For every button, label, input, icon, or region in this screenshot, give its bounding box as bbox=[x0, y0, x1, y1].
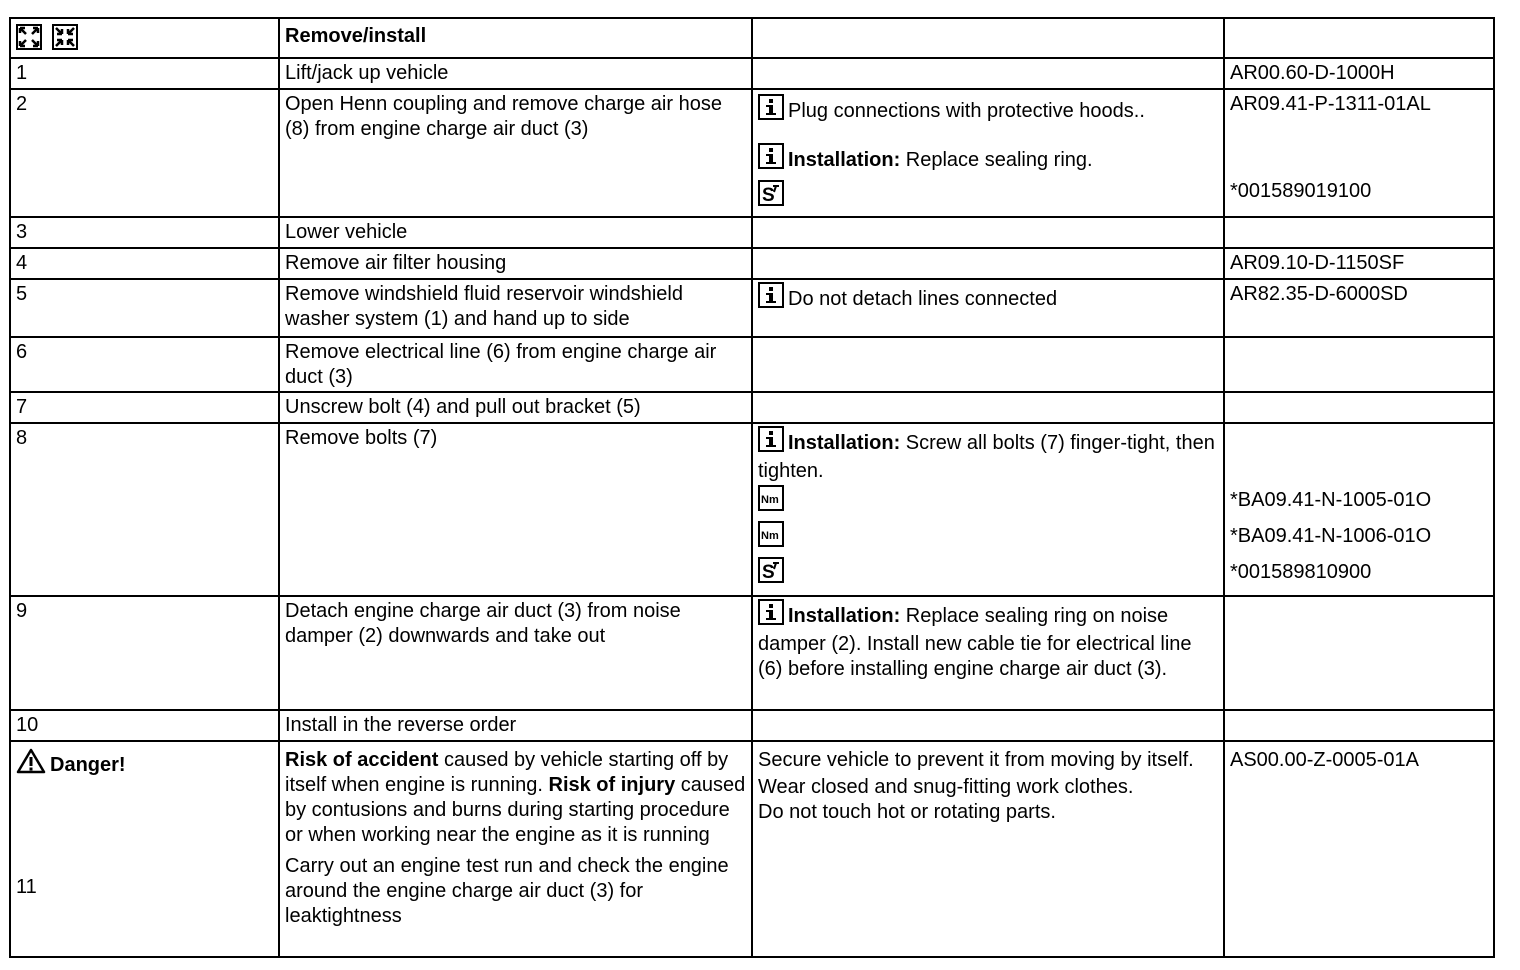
note-text: Plug connections with protective hoods.. bbox=[788, 100, 1145, 122]
step-number: 11 bbox=[16, 876, 37, 898]
step-number: 7 bbox=[10, 392, 279, 423]
header-title: Remove/install bbox=[279, 18, 752, 58]
info-icon[interactable] bbox=[758, 426, 784, 459]
svg-text:Nm: Nm bbox=[761, 494, 779, 506]
risk-accident-label: Risk of accident bbox=[285, 749, 439, 771]
note-cell bbox=[752, 89, 1224, 217]
measure-text: Do not touch hot or rotating parts. bbox=[758, 801, 1056, 823]
reference-link[interactable]: AR09.41-P-1311-01AL bbox=[1230, 93, 1431, 115]
note-text: Replace sealing ring. bbox=[900, 149, 1093, 171]
tool-number[interactable]: *001589810900 bbox=[1230, 561, 1372, 583]
table-row bbox=[10, 248, 1494, 279]
note-cell bbox=[752, 58, 1224, 89]
zoom-in-icon[interactable] bbox=[52, 24, 78, 57]
step-text: Install in the reverse order bbox=[279, 710, 752, 741]
installation-label: Installation: bbox=[788, 149, 901, 171]
torque-spec-link[interactable]: *BA09.41-N-1006-01O bbox=[1230, 525, 1432, 547]
header-icons-cell bbox=[10, 18, 279, 58]
info-icon[interactable] bbox=[758, 94, 784, 127]
reference-cell bbox=[1224, 596, 1494, 710]
reference-cell bbox=[1224, 741, 1494, 957]
installation-label: Installation: bbox=[788, 605, 901, 627]
step-number: 4 bbox=[10, 248, 279, 279]
note-text: Screw all bolts (7) finger-tight, then tighten. bbox=[758, 432, 1215, 482]
step-number: 3 bbox=[10, 217, 279, 248]
measure-text: Secure vehicle to prevent it from moving by itself. bbox=[758, 749, 1194, 771]
measures-cell bbox=[752, 741, 1224, 957]
reference-cell bbox=[1224, 423, 1494, 596]
danger-label: Danger! bbox=[50, 754, 126, 776]
reference-cell bbox=[1224, 217, 1494, 248]
installation-label: Installation: bbox=[788, 432, 901, 454]
step-text: Remove bolts (7) bbox=[279, 423, 752, 596]
step-number: 9 bbox=[10, 596, 279, 710]
step-number: 8 bbox=[10, 423, 279, 596]
reference-link[interactable]: AS00.00-Z-0005-01A bbox=[1230, 749, 1420, 771]
risk-text: caused by contusions and burns during starting procedure or when working near the engine as it is running bbox=[285, 774, 746, 846]
note-text: Do not detach lines connected bbox=[788, 288, 1058, 310]
table-row bbox=[10, 392, 1494, 423]
table-row bbox=[10, 337, 1494, 392]
info-icon[interactable] bbox=[758, 282, 784, 315]
table-row bbox=[10, 58, 1494, 89]
step-text: Remove windshield fluid reservoir windshield washer system (1) and hand up to side bbox=[279, 279, 752, 337]
step-number: 10 bbox=[10, 710, 279, 741]
svg-text:S: S bbox=[762, 562, 775, 583]
reference-link[interactable]: AR00.60-D-1000H bbox=[1224, 58, 1494, 89]
step-text: Lower vehicle bbox=[279, 217, 752, 248]
info-icon[interactable] bbox=[758, 599, 784, 632]
measure-text: Wear closed and snug-fitting work clothes. bbox=[758, 776, 1134, 798]
info-icon[interactable] bbox=[758, 143, 784, 176]
reference-link[interactable]: AR09.10-D-1150SF bbox=[1224, 248, 1494, 279]
torque-icon[interactable] bbox=[758, 521, 784, 559]
step-text: Detach engine charge air duct (3) from noise damper (2) downwards and take out bbox=[279, 596, 752, 710]
reference-cell bbox=[1224, 337, 1494, 392]
table-row bbox=[10, 710, 1494, 741]
table-row bbox=[10, 279, 1494, 337]
step-text: Open Henn coupling and remove charge air hose (8) from engine charge air duct (3) bbox=[279, 89, 752, 217]
procedure-table bbox=[9, 17, 1495, 958]
risk-text: caused by vehicle starting off by itself when engine is running. bbox=[285, 749, 729, 796]
header-empty-cell bbox=[1224, 18, 1494, 58]
tool-number[interactable]: *001589019100 bbox=[1230, 180, 1372, 202]
note-cell bbox=[752, 217, 1224, 248]
note-cell bbox=[752, 596, 1224, 710]
zoom-out-icon[interactable] bbox=[16, 24, 42, 57]
step-text: Carry out an engine test run and check the engine around the engine charge air duct (3) for leaktightness bbox=[285, 855, 729, 927]
step-text: Unscrew bolt (4) and pull out bracket (5) bbox=[279, 392, 752, 423]
table-row bbox=[10, 423, 1494, 596]
note-text: Replace sealing ring on noise damper (2). Install new cable tie for electrical line (6) before installing engine charge air duct (3). bbox=[758, 605, 1192, 680]
note-cell bbox=[752, 248, 1224, 279]
risk-cell bbox=[279, 741, 752, 957]
svg-text:Nm: Nm bbox=[761, 530, 779, 542]
special-tool-icon[interactable] bbox=[758, 557, 784, 595]
reference-cell bbox=[1224, 710, 1494, 741]
header-empty-cell bbox=[752, 18, 1224, 58]
torque-spec-link[interactable]: *BA09.41-N-1005-01O bbox=[1230, 489, 1432, 511]
step-text: Lift/jack up vehicle bbox=[279, 58, 752, 89]
danger-cell bbox=[10, 741, 279, 957]
header-row bbox=[10, 18, 1494, 58]
svg-text:S: S bbox=[762, 185, 775, 206]
table-row bbox=[10, 89, 1494, 217]
step-text: Remove air filter housing bbox=[279, 248, 752, 279]
step-number: 6 bbox=[10, 337, 279, 392]
note-cell bbox=[752, 423, 1224, 596]
step-number: 5 bbox=[10, 279, 279, 337]
step-number: 1 bbox=[10, 58, 279, 89]
step-number: 2 bbox=[10, 89, 279, 217]
danger-row bbox=[10, 741, 1494, 957]
note-cell bbox=[752, 279, 1224, 337]
warning-icon bbox=[16, 748, 46, 781]
reference-cell bbox=[1224, 392, 1494, 423]
table-row bbox=[10, 596, 1494, 710]
risk-injury-label: Risk of injury bbox=[548, 774, 676, 796]
note-cell bbox=[752, 392, 1224, 423]
note-cell bbox=[752, 710, 1224, 741]
note-cell bbox=[752, 337, 1224, 392]
torque-icon[interactable] bbox=[758, 485, 784, 523]
special-tool-icon[interactable] bbox=[758, 180, 784, 213]
step-text: Remove electrical line (6) from engine charge air duct (3) bbox=[279, 337, 752, 392]
reference-link[interactable]: AR82.35-D-6000SD bbox=[1224, 279, 1494, 337]
table-row bbox=[10, 217, 1494, 248]
reference-cell bbox=[1224, 89, 1494, 217]
